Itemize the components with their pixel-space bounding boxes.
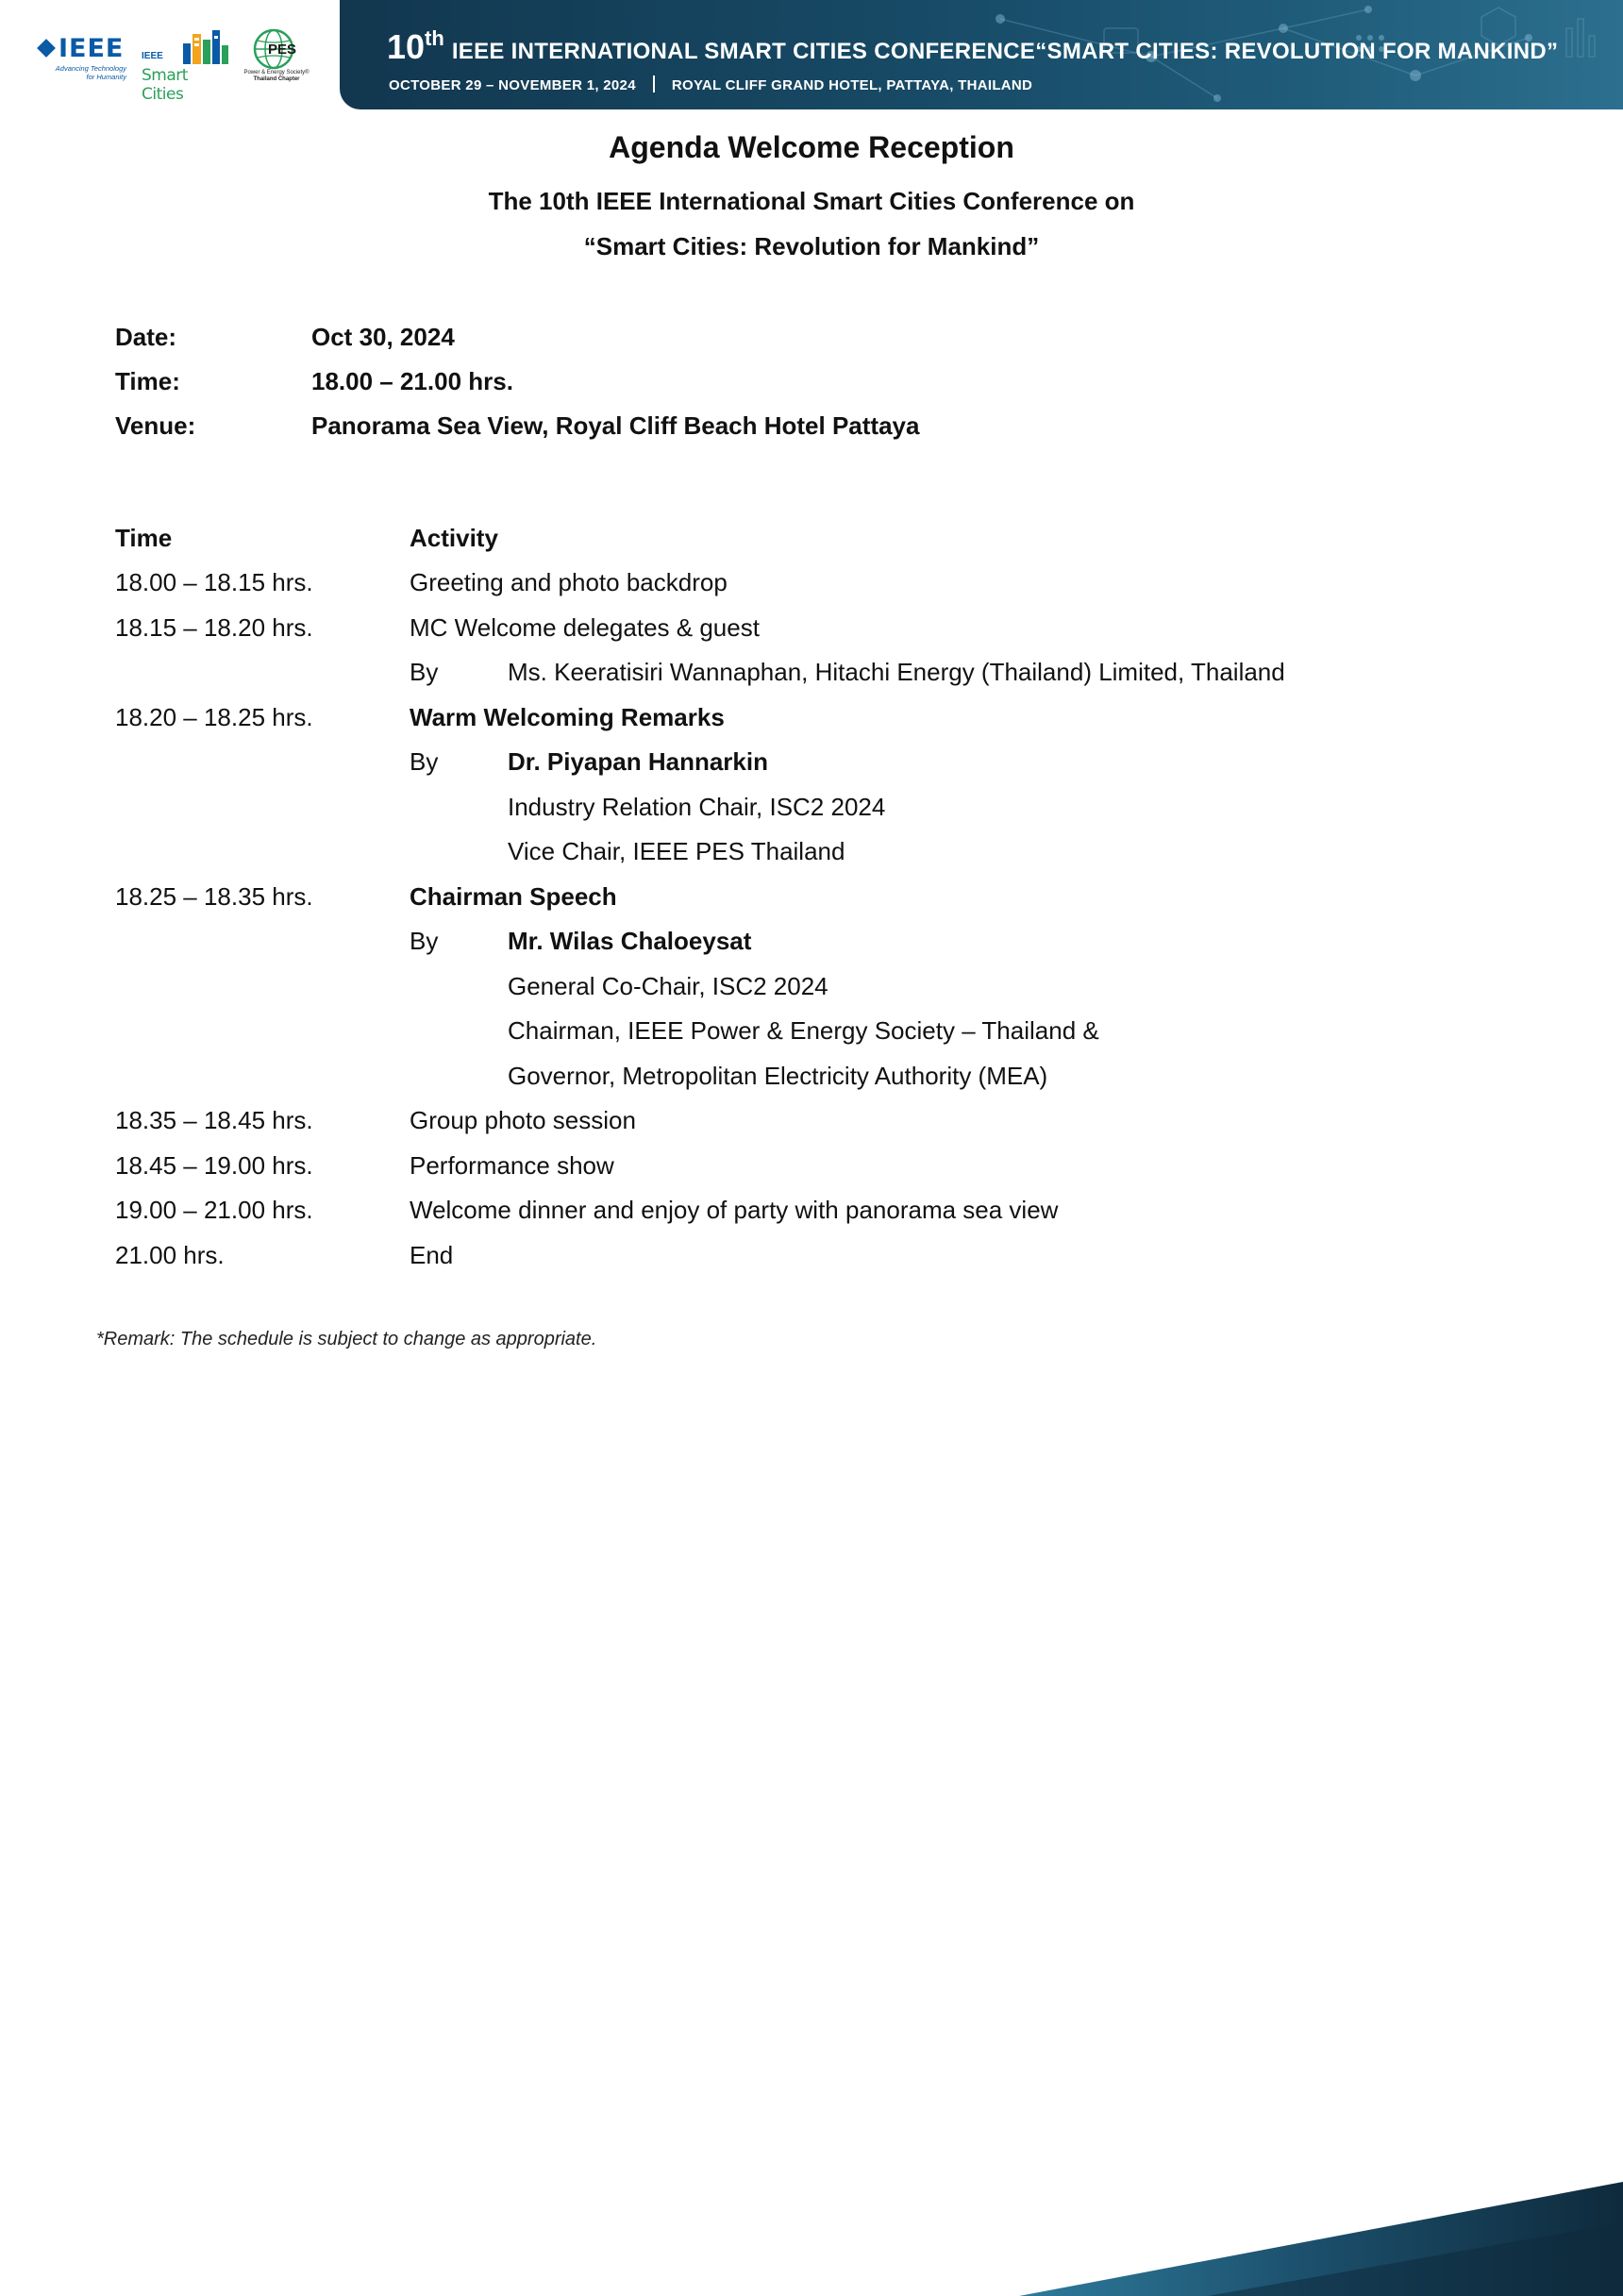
agenda-header-time: Time	[115, 524, 173, 552]
agenda-time: 18.45 – 19.00 hrs.	[115, 1151, 313, 1180]
schedule-remark: *Remark: The schedule is subject to change as appropriate.	[96, 1329, 597, 1349]
banner-dates: OCTOBER 29 – NOVEMBER 1, 2024	[389, 77, 636, 93]
agenda-time: 18.00 – 18.15 hrs.	[115, 568, 313, 596]
pes-logo-sub1: Power & Energy Society®	[243, 70, 310, 75]
banner-title-text: IEEE INTERNATIONAL SMART CITIES CONFERENCE“SMART CITIES: REVOLUTION FOR MANKIND”	[451, 39, 1559, 64]
ieee-tagline-line1: Advancing Technology	[55, 64, 126, 73]
agenda-activity: End	[410, 1241, 454, 1269]
agenda-speaker-name: Dr. Piyapan Hannarkin	[508, 747, 768, 776]
banner-edition-number: 10	[387, 27, 426, 66]
meta-time-label: Time:	[115, 367, 180, 395]
agenda-header-activity: Activity	[410, 524, 498, 552]
agenda-activity: MC Welcome delegates & guest	[410, 613, 760, 642]
agenda-activity: Performance show	[410, 1151, 614, 1180]
agenda-activity: Chairman Speech	[410, 882, 617, 911]
pes-logo-sub2: Thailand Chapter	[253, 76, 300, 82]
smart-cities-logo-ieee: IEEE	[142, 51, 163, 61]
agenda-by-label: By	[410, 927, 439, 955]
agenda-activity: Group photo session	[410, 1106, 636, 1134]
agenda-time: 18.15 – 18.20 hrs.	[115, 613, 313, 642]
ieee-logo-word: IEEE	[59, 34, 125, 63]
agenda-time: 19.00 – 21.00 hrs.	[115, 1196, 313, 1224]
agenda-activity: Warm Welcoming Remarks	[410, 703, 725, 731]
document-subtitle-line2: “Smart Cities: Revolution for Mankind”	[583, 232, 1040, 260]
agenda-detail: Industry Relation Chair, ISC2 2024	[508, 793, 886, 821]
meta-venue-label: Venue:	[115, 411, 196, 440]
agenda-time: 18.35 – 18.45 hrs.	[115, 1106, 313, 1134]
agenda-detail: Governor, Metropolitan Electricity Authority (MEA)	[508, 1062, 1048, 1090]
agenda-time: 18.20 – 18.25 hrs.	[115, 703, 313, 731]
agenda-detail: Chairman, IEEE Power & Energy Society – Thailand &	[508, 1016, 1099, 1045]
meta-time-value: 18.00 – 21.00 hrs.	[311, 367, 513, 395]
agenda-by-label: By	[410, 747, 439, 776]
meta-venue-value: Panorama Sea View, Royal Cliff Beach Hotel Pattaya	[311, 411, 920, 440]
banner-location: ROYAL CLIFF GRAND HOTEL, PATTAYA, THAILAND	[671, 77, 1033, 93]
agenda-detail: Ms. Keeratisiri Wannaphan, Hitachi Energy (Thailand) Limited, Thailand	[508, 658, 1285, 686]
ieee-tagline-line2: for Humanity	[86, 73, 126, 81]
meta-date-label: Date:	[115, 323, 177, 351]
agenda-time: 21.00 hrs.	[115, 1241, 225, 1269]
agenda-by-label: By	[410, 658, 439, 686]
agenda-detail: Vice Chair, IEEE PES Thailand	[508, 837, 845, 865]
document-subtitle-line1: The 10th IEEE International Smart Cities Conference on	[488, 187, 1135, 215]
agenda-activity: Greeting and photo backdrop	[410, 568, 728, 596]
pes-logo-word: PES	[268, 42, 297, 58]
document-title: Agenda Welcome Reception	[609, 130, 1014, 164]
agenda-speaker-name: Mr. Wilas Chaloeysat	[508, 927, 752, 955]
agenda-detail: General Co-Chair, ISC2 2024	[508, 972, 828, 1000]
banner-edition-suffix: th	[425, 26, 444, 50]
agenda-time: 18.25 – 18.35 hrs.	[115, 882, 313, 911]
meta-date-value: Oct 30, 2024	[311, 323, 455, 351]
smart-cities-logo-text: Smart Cities	[142, 66, 188, 104]
agenda-activity: Welcome dinner and enjoy of party with panorama sea view	[410, 1196, 1059, 1224]
